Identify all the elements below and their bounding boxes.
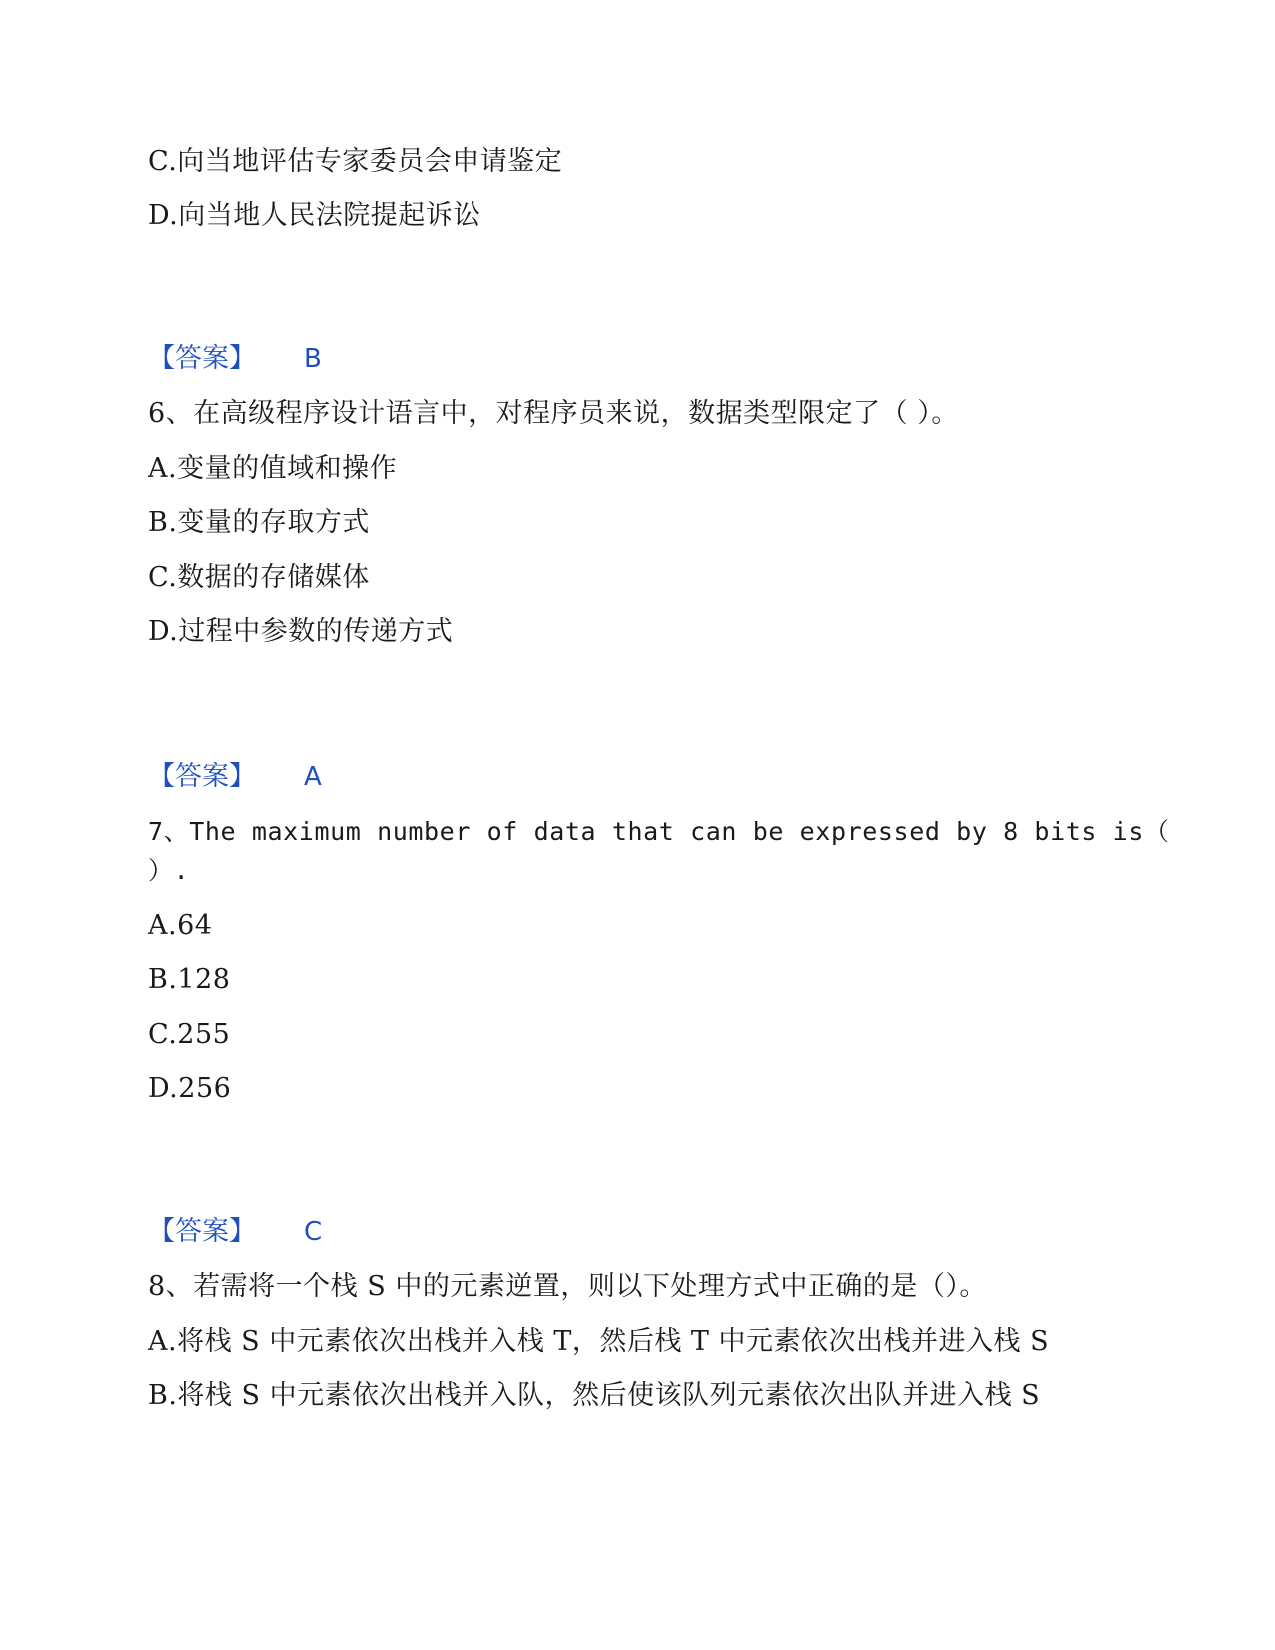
- answer-value: A: [304, 762, 322, 792]
- q7-option-a: A.64: [148, 910, 213, 941]
- q5-option-d: D.向当地人民法院提起诉讼: [148, 200, 481, 231]
- q7-option-b: B.128: [148, 964, 231, 995]
- q6-answer: [148, 760, 322, 794]
- q6-option-a: A.变量的值域和操作: [148, 453, 398, 484]
- q7-option-d: D.256: [148, 1073, 232, 1104]
- q7-option-c: C.255: [148, 1019, 231, 1050]
- answer-value: B: [304, 344, 322, 374]
- answer-label: 【答案】: [148, 761, 256, 792]
- q8-question: 8、若需将一个栈 S 中的元素逆置，则以下处理方式中正确的是（）。: [148, 1271, 987, 1302]
- answer-value: C: [304, 1217, 323, 1247]
- q6-question: 6、在高级程序设计语言中，对程序员来说，数据类型限定了（ ）。: [148, 398, 959, 429]
- q7-answer: [148, 1215, 322, 1249]
- q5-option-c: C.向当地评估专家委员会申请鉴定: [148, 146, 563, 177]
- answer-label: 【答案】: [148, 343, 256, 374]
- q7-question-line1: 7、The maximum number of data that can be expressed by 8 bits is（: [148, 817, 1170, 846]
- q8-option-a: A.将栈 S 中元素依次出栈并入栈 T，然后栈 T 中元素依次出栈并进入栈 S: [148, 1326, 1050, 1357]
- q7-question-line2: ）.: [148, 856, 190, 885]
- answer-label: 【答案】: [148, 1216, 256, 1247]
- q5-answer: [148, 342, 322, 376]
- q8-option-b: B.将栈 S 中元素依次出栈并入队，然后使该队列元素依次出队并进入栈 S: [148, 1380, 1041, 1411]
- q6-option-c: C.数据的存储媒体: [148, 562, 370, 593]
- q6-option-d: D.过程中参数的传递方式: [148, 616, 454, 647]
- q6-option-b: B.变量的存取方式: [148, 507, 370, 538]
